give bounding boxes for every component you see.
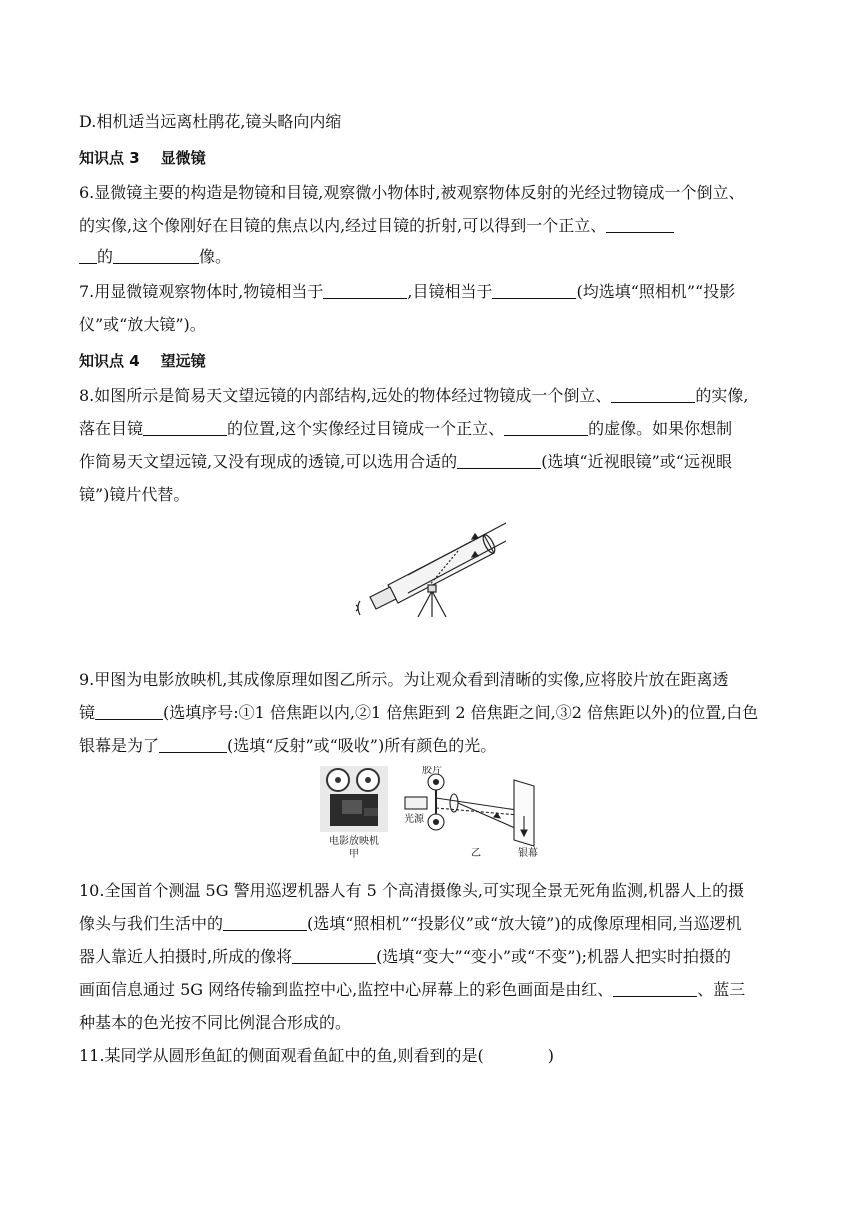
q6-line2 bbox=[79, 215, 674, 237]
q6-text: 像。 bbox=[199, 247, 232, 266]
q7-line2: 仪”或“放大镜”)。 bbox=[79, 315, 206, 334]
section-title: 显微镜 bbox=[160, 149, 206, 167]
q10-text: (选填“变大”“变小”或“不变”);机器人把实时拍摄的 bbox=[376, 947, 732, 966]
q9-text: 镜 bbox=[79, 703, 96, 722]
section-label: 知识点 3 bbox=[79, 149, 140, 167]
q6-text: 的 bbox=[97, 247, 114, 266]
q10-line4 bbox=[79, 979, 745, 1001]
q7-text: 7.用显微镜观察物体时,物镜相当于 bbox=[79, 282, 324, 301]
q10-line1: 10.全国首个测温 5G 警用巡逻机器人有 5 个高清摄像头,可实现全景无死角监测,机器人上的摄 bbox=[79, 881, 745, 900]
q10-text: (选填“照相机”“投影仪”或“放大镜”)的成像原理相同,当巡逻机 bbox=[307, 914, 742, 933]
q7-line1 bbox=[79, 281, 735, 303]
q8-text: 的虚像。如果你想制 bbox=[588, 419, 733, 438]
projector-caption: 电影放映机 bbox=[329, 836, 379, 847]
q8-line2 bbox=[79, 418, 732, 440]
answer-blank[interactable] bbox=[292, 947, 376, 964]
q8-text: (选填“近视眼镜”或“远视眼 bbox=[541, 452, 732, 471]
q8-text: 的实像, bbox=[695, 386, 749, 405]
q10-line5: 种基本的色光按不同比例混合形成的。 bbox=[79, 1013, 352, 1032]
answer-blank[interactable] bbox=[611, 386, 695, 403]
telescope-diagram bbox=[348, 513, 508, 617]
q10-text: 、蓝三 bbox=[697, 980, 746, 999]
q9-line2 bbox=[79, 702, 758, 724]
answer-blank[interactable] bbox=[492, 282, 576, 299]
q10-line2 bbox=[79, 913, 742, 935]
q9-line3 bbox=[79, 735, 496, 757]
q8-line1 bbox=[79, 385, 748, 407]
q9-text: (选填序号:①1 倍焦距以内,②1 倍焦距到 2 倍焦距之间,③2 倍焦距以外)的位置,白色 bbox=[163, 703, 759, 722]
q10-text: 画面信息通过 5G 网络传输到监控中心,监控中心屏幕上的彩色画面是由红、 bbox=[79, 980, 614, 999]
section-label: 知识点 4 bbox=[79, 352, 140, 370]
answer-blank[interactable] bbox=[223, 914, 307, 931]
q8-line4: 镜”)镜片代替。 bbox=[79, 485, 190, 504]
q6-line1: 6.显微镜主要的构造是物镜和目镜,观察微小物体时,被观察物体反射的光经过物镜成一个倒立、 bbox=[79, 183, 745, 202]
q9-text: (选填“反射”或“吸收”)所有颜色的光。 bbox=[227, 736, 497, 755]
answer-blank[interactable] bbox=[113, 247, 199, 264]
q11-text: 11.某同学从圆形鱼缸的侧面观看鱼缸中的鱼,则看到的是( bbox=[79, 1046, 484, 1065]
q8-text: 作简易天文望远镜,又没有现成的透镜,可以选用合适的 bbox=[79, 452, 458, 471]
projector-figure bbox=[320, 766, 388, 858]
projection-principle-diagram bbox=[402, 766, 552, 858]
option-d: D.相机适当远离杜鹃花,镜头略向内缩 bbox=[79, 112, 342, 131]
answer-blank[interactable] bbox=[143, 419, 227, 436]
q6-line3 bbox=[79, 246, 231, 268]
q9-line1: 9.甲图为电影放映机,其成像原理如图乙所示。为让观众看到清晰的实像,应将胶片放在距离透 bbox=[79, 670, 729, 689]
answer-blank[interactable] bbox=[606, 216, 674, 233]
film-label: 胶片 bbox=[422, 766, 442, 776]
q10-line3 bbox=[79, 946, 731, 968]
q8-text: 的位置,这个实像经过目镜成一个正立、 bbox=[227, 419, 505, 438]
q10-text: 像头与我们生活中的 bbox=[79, 914, 224, 933]
q6-text: 的实像,这个像刚好在目镜的焦点以内,经过目镜的折射,可以得到一个正立、 bbox=[79, 216, 607, 235]
figure-a-label: 甲 bbox=[349, 849, 359, 858]
answer-blank[interactable] bbox=[457, 452, 541, 469]
section-title: 望远镜 bbox=[160, 352, 206, 370]
figure-b-label: 乙 bbox=[471, 848, 481, 858]
q7-text: (均选填“照相机”“投影 bbox=[576, 282, 736, 301]
light-source-label: 光源 bbox=[404, 814, 424, 825]
section-4-heading bbox=[79, 350, 206, 372]
q11-close: ) bbox=[547, 1046, 555, 1065]
q9-text: 银幕是为了 bbox=[79, 736, 160, 755]
q8-text: 8.如图所示是简易天文望远镜的内部结构,远处的物体经过物镜成一个倒立、 bbox=[79, 386, 612, 405]
answer-blank[interactable] bbox=[613, 980, 697, 997]
screen-label: 银幕 bbox=[518, 848, 538, 858]
q10-text: 器人靠近人拍摄时,所成的像将 bbox=[79, 947, 293, 966]
q7-text: ,目镜相当于 bbox=[407, 282, 493, 301]
answer-blank[interactable] bbox=[79, 247, 97, 264]
answer-blank[interactable] bbox=[95, 703, 163, 720]
q8-line3 bbox=[79, 451, 732, 473]
answer-blank[interactable] bbox=[323, 282, 407, 299]
q8-text: 落在目镜 bbox=[79, 419, 144, 438]
q11-line1 bbox=[79, 1045, 554, 1067]
answer-blank[interactable] bbox=[159, 736, 227, 753]
answer-blank[interactable] bbox=[504, 419, 588, 436]
section-3-heading bbox=[79, 147, 206, 169]
